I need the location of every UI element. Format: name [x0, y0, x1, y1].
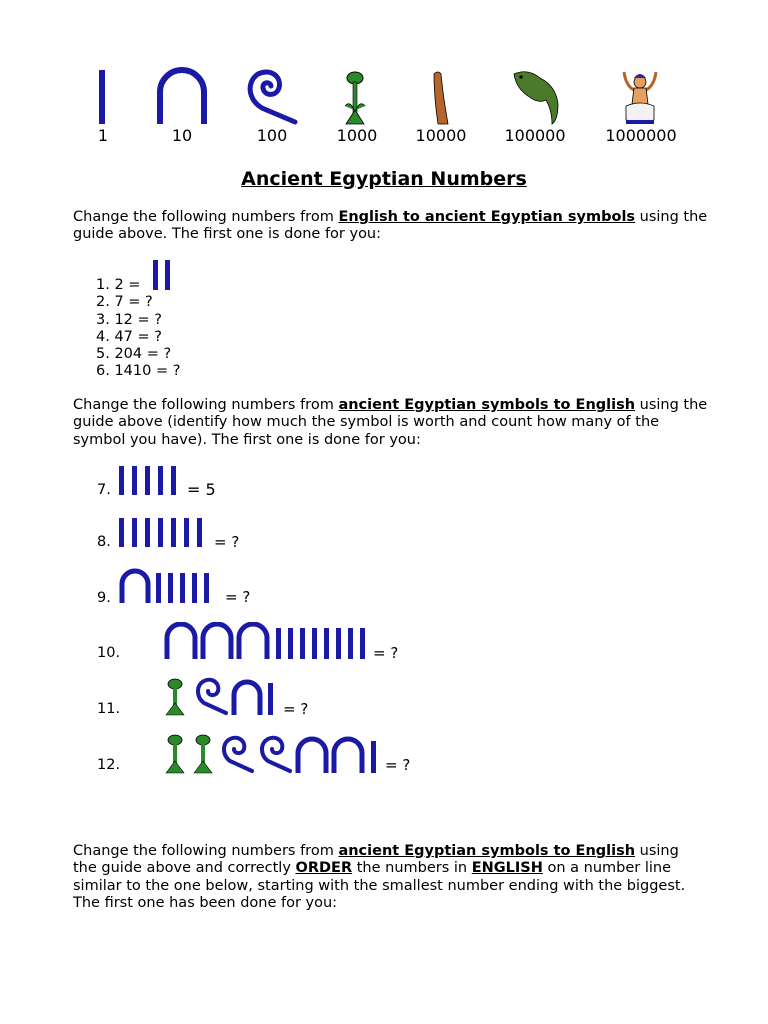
question-10-number: 10. — [97, 645, 121, 661]
lotus-flower-icon — [166, 735, 184, 773]
question-11-number: 11. — [97, 701, 121, 717]
list-item — [96, 346, 180, 363]
finger-icon — [434, 72, 448, 124]
question-10-glyphs — [164, 622, 374, 660]
question-7-glyphs — [119, 464, 189, 496]
question-11-answer: = ? — [283, 700, 309, 718]
stroke-icon — [99, 70, 105, 124]
example-answer-strokes — [150, 260, 174, 292]
section1-intro-pre: Change the following numbers from — [73, 209, 339, 225]
page-title: Ancient Egyptian Numbers — [241, 168, 527, 190]
list-item-text: 6. 1410 = ? — [96, 363, 181, 380]
lotus-flower-icon — [194, 735, 212, 773]
guide-label-10: 10 — [171, 126, 193, 145]
list-item-text: 4. 47 = ? — [96, 328, 162, 345]
list-item — [96, 312, 180, 329]
question-12-glyphs — [164, 733, 384, 775]
coil-of-rope-icon — [250, 72, 295, 122]
section3-bold3: ENGLISH — [471, 860, 543, 877]
list-item — [96, 363, 180, 380]
lotus-flower-icon — [166, 679, 184, 715]
section3-bold2: ORDER — [295, 860, 353, 877]
question-11-glyphs — [164, 677, 284, 717]
question-12-answer: = ? — [385, 756, 411, 774]
question-8-answer: = ? — [214, 533, 240, 551]
list-item — [96, 294, 180, 311]
section3-mid1: using the guide above and correctly — [73, 843, 679, 877]
section1-list — [96, 277, 180, 381]
guide-label-10000: 10000 — [415, 126, 467, 145]
list-item — [96, 329, 180, 346]
question-9-glyphs — [119, 568, 225, 604]
coil-of-rope-icon — [224, 738, 252, 771]
section2-intro-post: using the guide above (identify how much the symbol is worth and count how many of the symbol you have). The first one is done for you: — [73, 397, 708, 448]
section3-intro — [73, 843, 693, 912]
section2-intro-bold: ancient Egyptian symbols to English — [338, 397, 636, 413]
section1-intro — [73, 209, 713, 244]
guide-label-1000000: 1000000 — [605, 126, 677, 145]
guide-label-100000: 100000 — [504, 126, 566, 145]
heh-god-icon — [624, 72, 656, 124]
question-7-number: 7. — [97, 482, 111, 498]
question-10-answer: = ? — [373, 644, 399, 662]
section3-mid2: the numbers in — [352, 860, 472, 877]
guide-symbols — [0, 60, 768, 126]
list-item-text: 5. 204 = ? — [96, 346, 172, 363]
question-9-answer: = ? — [225, 588, 251, 606]
section3-bold1: ancient Egyptian symbols to English — [338, 843, 636, 859]
question-8-number: 8. — [97, 534, 111, 550]
section1-intro-bold: English to ancient Egyptian symbols — [338, 209, 636, 225]
coil-of-rope-icon — [262, 738, 290, 771]
list-item-text: 3. 12 = ? — [96, 311, 162, 328]
question-8-glyphs — [119, 516, 214, 548]
section3-post: on a number line similar to the one below, starting with the smallest number ending with the biggest. The first one has been done for you: — [73, 860, 686, 911]
guide-label-1000: 1000 — [336, 126, 378, 145]
list-item-text: 1. 2 = — [96, 277, 141, 293]
section2-intro-pre: Change the following numbers from — [73, 397, 339, 413]
heel-bone-icon — [160, 70, 204, 124]
section3-pre1: Change the following numbers from — [73, 843, 339, 859]
lotus-flower-icon — [345, 72, 365, 124]
guide-label-100: 100 — [256, 126, 288, 145]
section1-intro-post: using the guide above. The first one is done for you: — [73, 209, 708, 243]
section2-intro — [73, 397, 713, 449]
question-12-number: 12. — [97, 757, 121, 773]
tadpole-icon — [514, 72, 558, 124]
question-9-number: 9. — [97, 590, 111, 606]
question-7-answer: = 5 — [187, 480, 216, 499]
guide-label-1: 1 — [97, 126, 109, 145]
coil-of-rope-icon — [198, 680, 226, 713]
list-item-text: 2. 7 = ? — [96, 294, 153, 311]
